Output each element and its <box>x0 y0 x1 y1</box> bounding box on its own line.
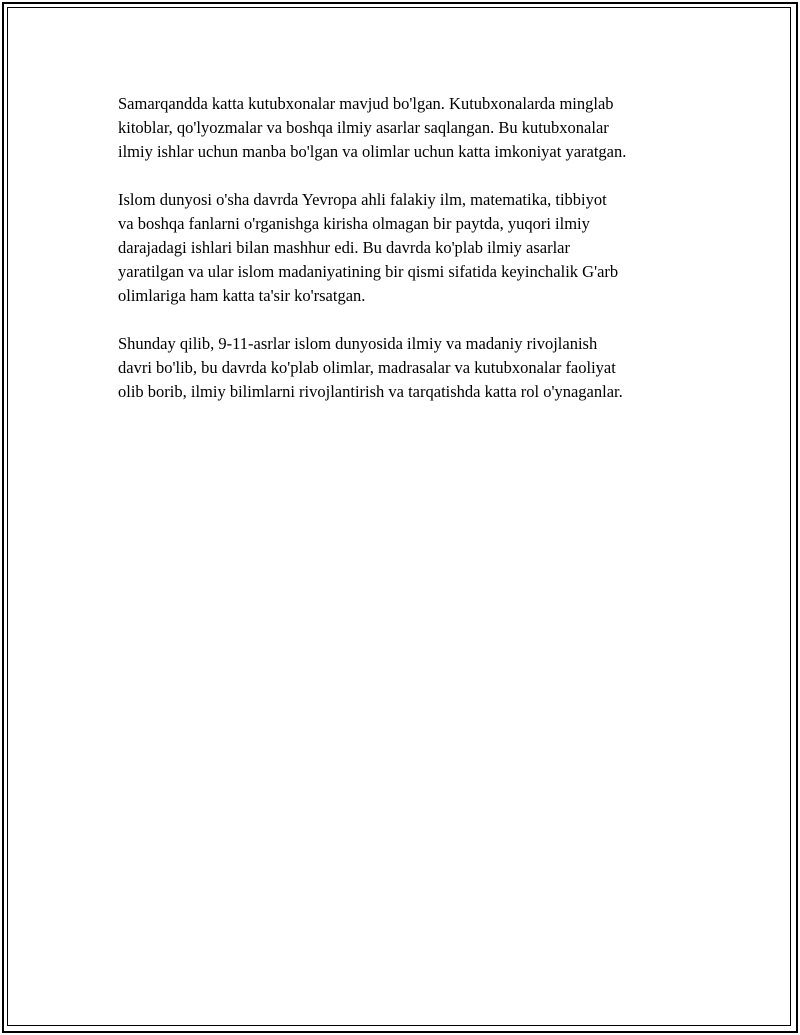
paragraph-3-line-2: davri bo'lib, bu davrda ko'plab olimlar, madrasalar va kutubxonalar faoliyat <box>118 358 616 377</box>
paragraph-2 <box>118 188 688 308</box>
paragraph-1-line-1: Samarqandda katta kutubxonalar mavjud bo'lgan. Kutubxonalarda minglab <box>118 94 614 113</box>
paragraph-2-line-5: olimlariga ham katta ta'sir ko'rsatgan. <box>118 286 366 305</box>
document-body <box>118 92 688 428</box>
paragraph-1 <box>118 92 688 164</box>
paragraph-2-line-1: Islom dunyosi o'sha davrda Yevropa ahli falakiy ilm, matematika, tibbiyot <box>118 190 607 209</box>
paragraph-1-line-3: ilmiy ishlar uchun manba bo'lgan va olimlar uchun katta imkoniyat yaratgan. <box>118 142 627 161</box>
paragraph-3-line-3: olib borib, ilmiy bilimlarni rivojlantirish va tarqatishda katta rol o'ynaganlar. <box>118 382 623 401</box>
paragraph-2-line-4: yaratilgan va ular islom madaniyatining bir qismi sifatida keyinchalik G'arb <box>118 262 619 281</box>
paragraph-1-line-2: kitoblar, qo'lyozmalar va boshqa ilmiy asarlar saqlangan. Bu kutubxonalar <box>118 118 609 137</box>
paragraph-3-line-1: Shunday qilib, 9-11-asrlar islom dunyosida ilmiy va madaniy rivojlanish <box>118 334 598 353</box>
paragraph-2-line-2: va boshqa fanlarni o'rganishga kirisha olmagan bir paytda, yuqori ilmiy <box>118 214 590 233</box>
paragraph-2-line-3: darajadagi ishlari bilan mashhur edi. Bu davrda ko'plab ilmiy asarlar <box>118 238 571 257</box>
paragraph-3 <box>118 332 688 404</box>
